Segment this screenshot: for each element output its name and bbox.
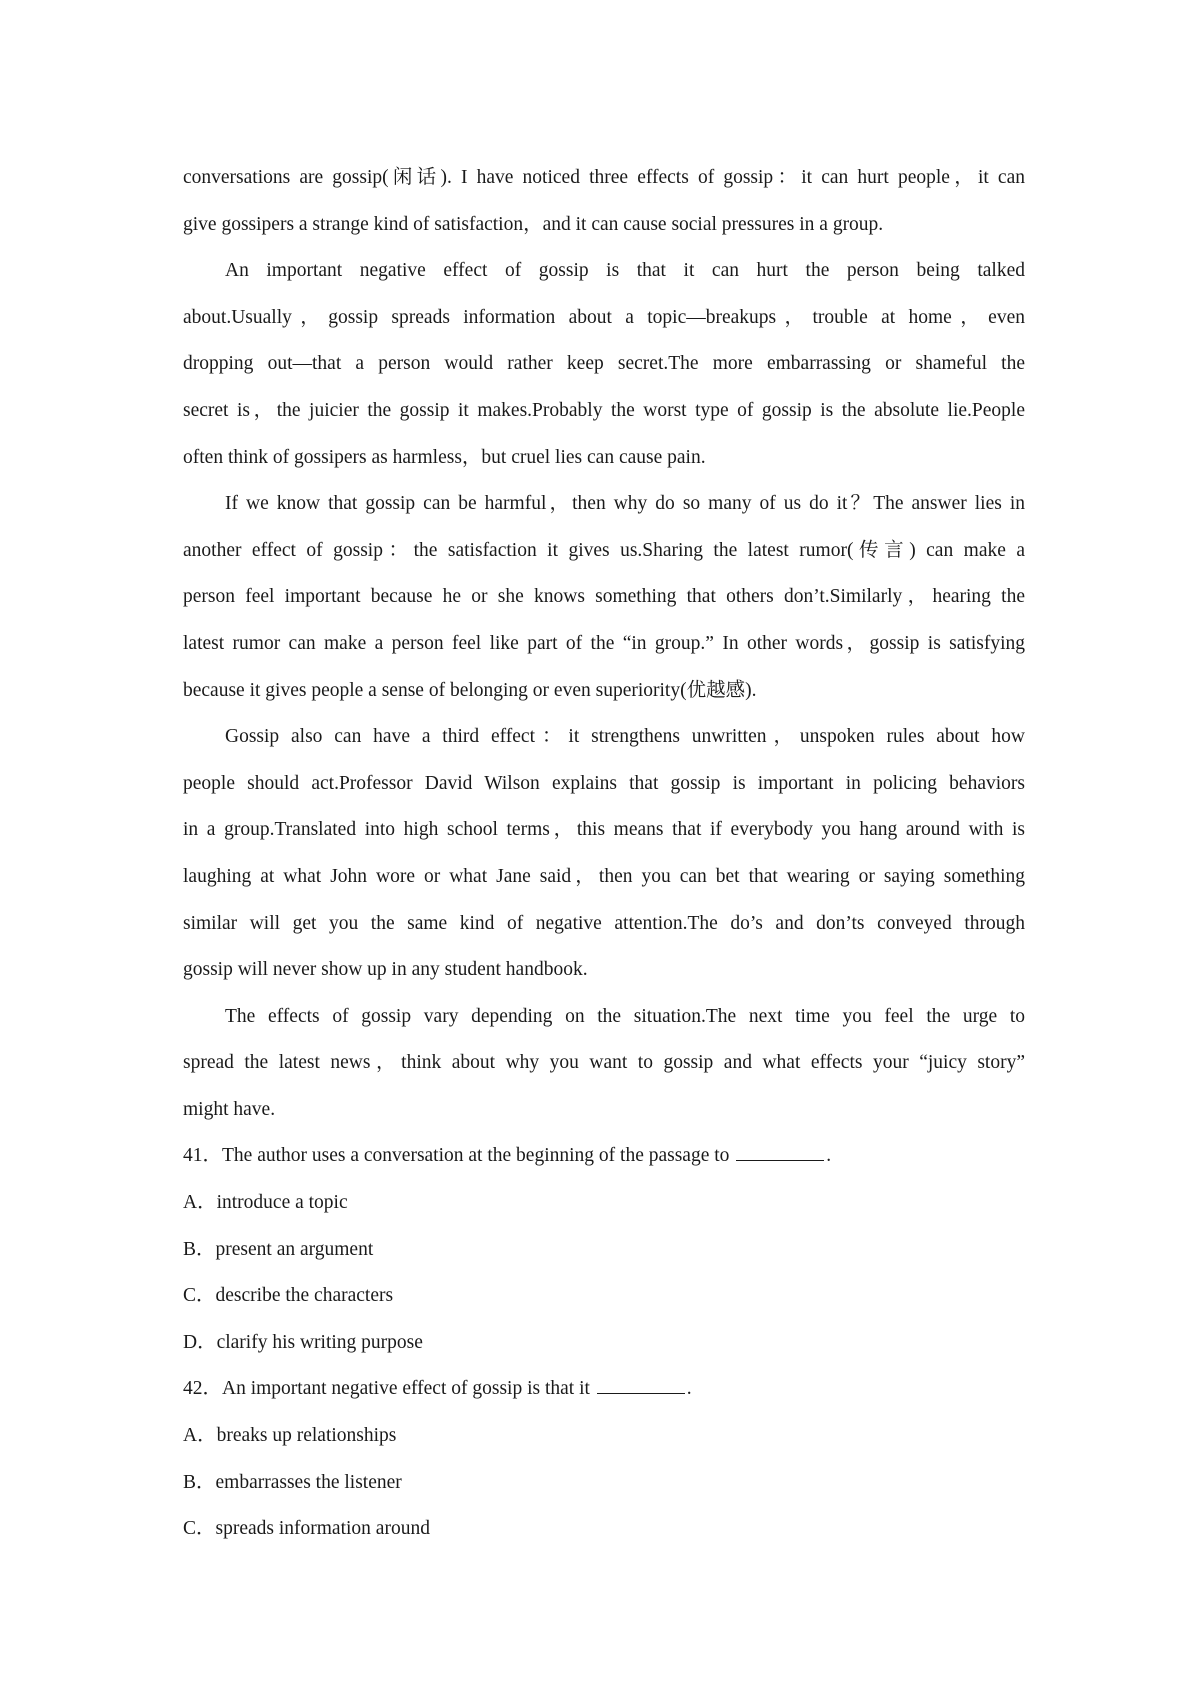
question-text: An important negative effect of gossip is that it	[222, 1378, 590, 1400]
paragraph-line: gossip will never show up in any student handbook.	[183, 959, 588, 981]
answer-option: D．clarify his writing purpose	[183, 1331, 423, 1353]
paragraph	[183, 155, 1025, 248]
paragraph	[183, 248, 1025, 481]
paragraph-line: often think of gossipers as harmless，but cruel lies can cause pain.	[183, 446, 706, 468]
paragraph-line: in a group.Translated into high school terms，this means that if everybody you hang around with is	[183, 819, 1025, 841]
questions	[183, 1133, 1025, 1552]
answer-option: B．embarrasses the listener	[183, 1471, 402, 1493]
paragraph-line: spread the latest news，think about why you want to gossip and what effects your “juicy story”	[183, 1052, 1025, 1074]
answer-option: C．spreads information around	[183, 1518, 430, 1540]
paragraph-line: Gossip also can have a third effect：it strengthens unwritten，unspoken rules about how	[225, 726, 1025, 748]
question-stem	[183, 1133, 1025, 1180]
question-number: 41．	[183, 1145, 223, 1167]
paragraph-line: similar will get you the same kind of negative attention.The do’s and don’ts conveyed through	[183, 912, 1025, 934]
paragraph	[183, 994, 1025, 1134]
paragraph	[183, 714, 1025, 994]
question-number: 42．	[183, 1378, 223, 1400]
paragraph-line: laughing at what John wore or what Jane said，then you can bet that wearing or saying something	[183, 865, 1025, 887]
answer-blank	[597, 1375, 685, 1394]
paragraph-line: might have.	[183, 1098, 276, 1120]
paragraph-line: another effect of gossip：the satisfaction it gives us.Sharing the latest rumor(传言) can make a	[183, 539, 1025, 561]
paragraph-line: The effects of gossip vary depending on the situation.The next time you feel the urge to	[225, 1005, 1025, 1027]
paragraph-line: conversations are gossip(闲话). I have noticed three effects of gossip：it can hurt people，it can	[183, 167, 1025, 188]
passage	[183, 155, 1025, 1133]
paragraph-line: secret is，the juicier the gossip it makes.Probably the worst type of gossip is the absolute lie.People	[183, 399, 1025, 421]
paragraph-line: about.Usually，gossip spreads information about a topic—breakups，trouble at home，even	[183, 306, 1025, 328]
paragraph-line: latest rumor can make a person feel like part of the “in group.” In other words，gossip is satisfying	[183, 632, 1025, 654]
answer-option: A．breaks up relationships	[183, 1425, 397, 1447]
answer-option: C．describe the characters	[183, 1285, 394, 1307]
paragraph-line: people should act.Professor David Wilson explains that gossip is important in policing behaviors	[183, 772, 1025, 794]
question-text: The author uses a conversation at the beginning of the passage to	[222, 1145, 730, 1167]
answer-option: A．introduce a topic	[183, 1192, 348, 1214]
paragraph-line: person feel important because he or she knows something that others don’t.Similarly，hearing the	[183, 586, 1025, 608]
answer-blank	[736, 1142, 824, 1161]
question-end: .	[686, 1378, 692, 1400]
paragraph-line: give gossipers a strange kind of satisfaction，and it can cause social pressures in a group.	[183, 213, 884, 235]
paragraph-line: If we know that gossip can be harmful，then why do so many of us do it？The answer lies in	[225, 493, 1025, 515]
paragraph-line: dropping out—that a person would rather keep secret.The more embarrassing or shameful the	[183, 353, 1025, 375]
question-end: .	[826, 1145, 832, 1167]
answer-option: B．present an argument	[183, 1238, 374, 1260]
document-page	[183, 155, 1025, 1553]
paragraph-line: because it gives people a sense of belonging or even superiority(优越感).	[183, 679, 757, 701]
question-stem	[183, 1366, 1025, 1413]
paragraph	[183, 481, 1025, 714]
paragraph-line: An important negative effect of gossip is that it can hurt the person being talked	[225, 260, 1025, 282]
